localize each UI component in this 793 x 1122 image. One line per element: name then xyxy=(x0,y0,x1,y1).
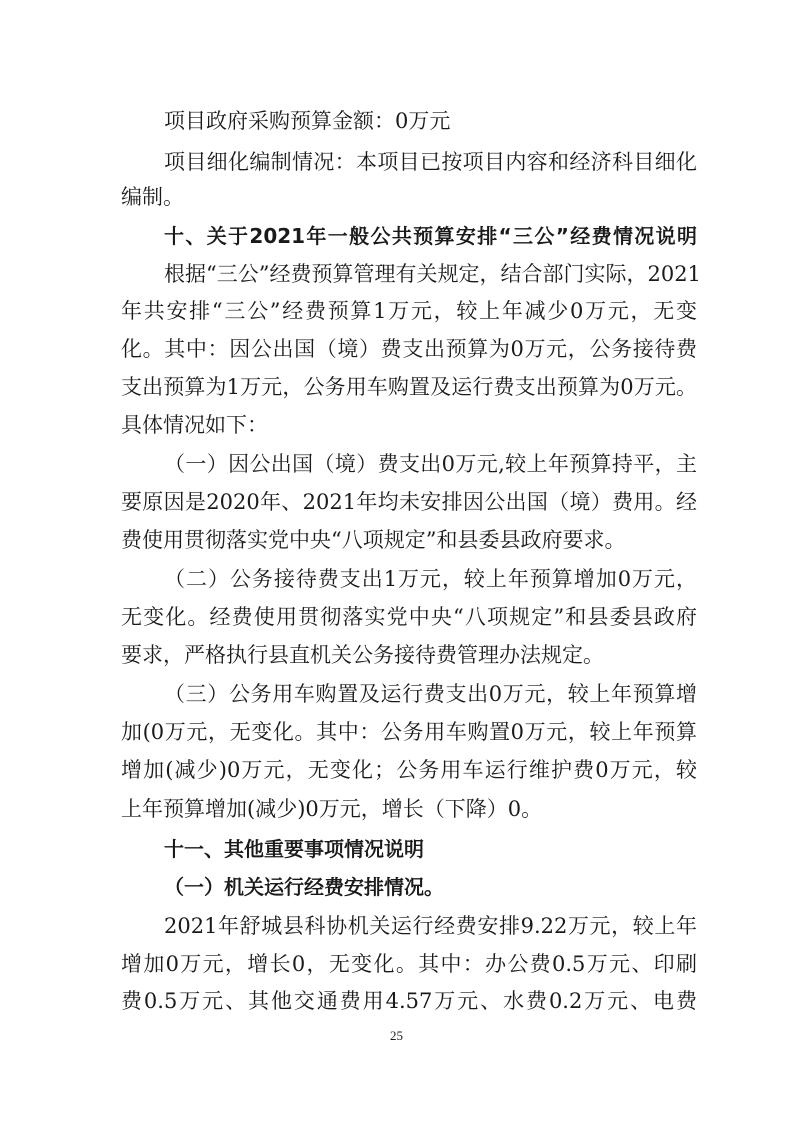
text-line: 支出预算为1万元，公务用车购置及运行费支出预算为0万元。 xyxy=(121,375,697,399)
text-line: 要原因是2020年、2021年均未安排因公出国（境）费用。经 xyxy=(121,490,697,514)
text-line: 无变化。经费使用贯彻落实党中央“八项规定”和县委县政府 xyxy=(121,605,697,629)
subsection-heading: （一）机关运行经费安排情况。 xyxy=(164,875,444,899)
page-number: 25 xyxy=(390,1028,403,1043)
text-line: 项目细化编制情况：本项目已按项目内容和经济科目细化 xyxy=(164,150,697,174)
text-line: 项目政府采购预算金额：0万元 xyxy=(164,109,451,133)
text-line: （一）因公出国（境）费支出0万元,较上年预算持平，主 xyxy=(164,452,697,476)
text-line: 2021年舒城县科协机关运行经费安排9.22万元，较上年 xyxy=(164,914,697,938)
text-line: 要求，严格执行县直机关公务接待费管理办法规定。 xyxy=(121,643,604,667)
text-line: （三）公务用车购置及运行费支出0万元，较上年预算增 xyxy=(164,682,697,706)
text-line: 费使用贯彻落实党中央“八项规定”和县委县政府要求。 xyxy=(121,528,626,552)
text-line: 加(0万元，无变化。其中：公务用车购置0万元，较上年预算 xyxy=(121,720,697,744)
text-line: 增加(减少)0万元，无变化；公务用车运行维护费0万元，较 xyxy=(121,758,697,782)
text-line: 上年预算增加(减少)0万元，增长（下降）0。 xyxy=(121,797,543,821)
text-line: 增加0万元，增长0，无变化。其中：办公费0.5万元、印刷 xyxy=(121,952,697,976)
section-heading: 十、关于2021年一般公共预算安排“三公”经费情况说明 xyxy=(164,224,697,248)
text-line: 化。其中：因公出国（境）费支出预算为0万元，公务接待费 xyxy=(121,337,697,361)
text-line: 编制。 xyxy=(121,185,184,209)
text-line: 费0.5万元、其他交通费用4.57万元、水费0.2万元、电费 xyxy=(121,989,697,1013)
section-heading: 十一、其他重要事项情况说明 xyxy=(164,837,424,861)
text-line: 根据“三公”经费预算管理有关规定，结合部门实际，2021 xyxy=(164,262,701,286)
text-line: （二）公务接待费支出1万元，较上年预算增加0万元， xyxy=(164,567,697,591)
text-line: 具体情况如下： xyxy=(121,413,268,437)
text-line: 年共安排“三公”经费预算1万元，较上年减少0万元，无变 xyxy=(121,299,697,323)
